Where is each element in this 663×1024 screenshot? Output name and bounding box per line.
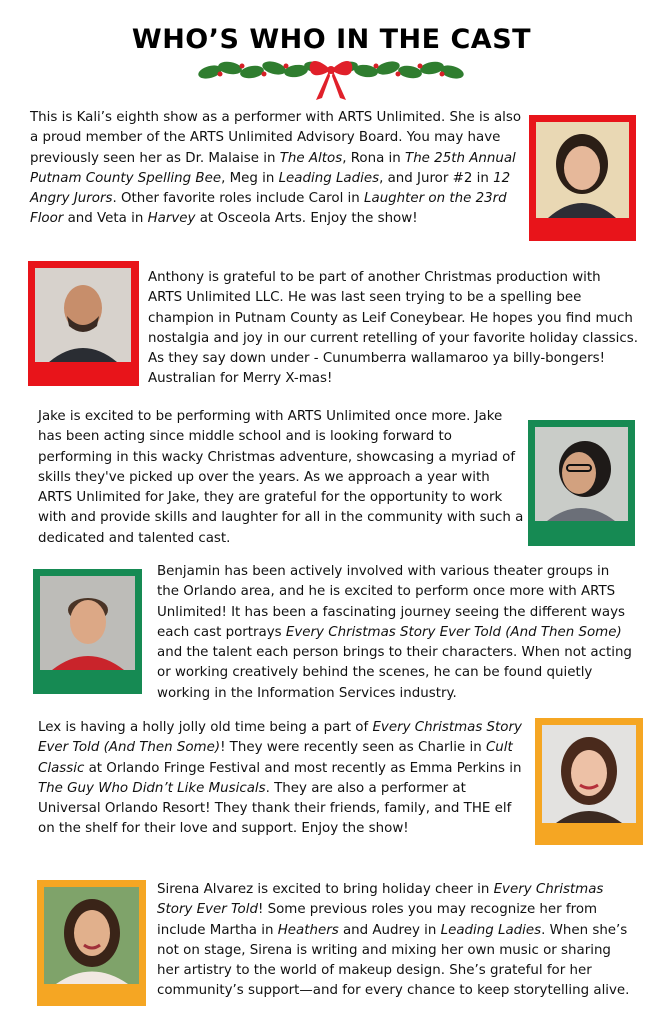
bio-text-segment: . Other favorite roles include Carol in: [112, 191, 365, 207]
headshot-photo: [44, 887, 139, 984]
headshot-photo: [35, 268, 131, 362]
bio-text: [157, 882, 629, 998]
show-title-text: Every Christmas Story Ever Told (And Then Some): [285, 624, 622, 640]
headshot-frame-benjamin: [33, 569, 142, 694]
cast-bio-jake: [38, 407, 528, 549]
bio-text-segment: at Osceola Arts. Enjoy the show!: [195, 211, 418, 227]
bio-text-segment: This is Kali’s eighth show as a performer with ARTS Unlimited. She is also a proud member of the ARTS Unlimited Advisory Board. You may have previously seen her as Dr. Malaise in: [30, 110, 522, 166]
headshot-photo: [535, 427, 628, 521]
bio-text-segment: Benjamin has been actively involved with various theater groups in the Orlando area, and he is excited to perform once more with ARTS Unlimited! It has been a fascinating journey seeing the different ways each cast portrays: [157, 564, 625, 640]
bio-text-segment: ! Some previous roles you may recognize her from include Martha in: [157, 902, 598, 938]
holly-leaves-right: [337, 59, 465, 81]
show-title-text: The Guy Who Didn’t Like Musicals: [38, 780, 266, 796]
show-title-text: Every Christmas Story Ever Told (And Then Some): [38, 720, 522, 756]
bio-text-segment: , Rona in: [342, 150, 406, 166]
bio-text: [38, 720, 522, 836]
bio-text: [30, 110, 521, 226]
headshot-photo: [536, 122, 629, 218]
show-title-text: Cult Classic: [38, 740, 513, 776]
bio-text-segment: . When she’s not on stage, Sirena is writing and mixing her own music or sharing her artistry to the world of makeup design. She’s grateful for her community’s support—and for every chance to keep storytelling alive.: [157, 922, 630, 999]
bio-text-segment: , and Juror #2 in: [379, 170, 494, 186]
bio-text-segment: and Audrey in: [338, 922, 441, 938]
page-title: WHO’S WHO IN THE CAST: [131, 24, 532, 55]
bio-text-segment: at Orlando Fringe Festival and most recently as Emma Perkins in: [84, 760, 522, 776]
bio-text-segment: , Meg in: [221, 170, 279, 186]
bio-text-segment: and Veta in: [63, 211, 148, 227]
show-title-text: Every Christmas Story Ever Told: [157, 882, 604, 918]
show-title-text: Leading Ladies: [440, 922, 542, 938]
bio-text-segment: Anthony is grateful to be part of another Christmas production with ARTS Unlimited LLC. He was last seen trying to be a spelling bee champion in Putnam County as Leif Coneybear. He hopes you find much nostalgia and joy in our current retelling of your favorite holiday classics. As they say down under - Cunumberra wallamaroo ya billy-bongers! Australian for Merry X-mas!: [148, 270, 638, 387]
bio-text-segment: . They are also a performer at Universal Orlando Resort! They thank their friends, family, and THE elf on the shelf for their love and support. Enjoy the show!: [38, 780, 512, 837]
bio-text-segment: Sirena Alvarez is excited to bring holiday cheer in: [157, 882, 494, 897]
bio-text: [38, 409, 523, 546]
headshot-frame-kali: [529, 115, 636, 241]
bio-text-segment: Jake is excited to be performing with ARTS Unlimited once more. Jake has been acting since middle school and is looking forward to performing in this wacky Christmas adventure, showcasing a myriad of skills they've picked up over the years. As we approach a year with ARTS Unlimited for Jake, they are grateful for the opportunity to work with and provide skills and laughter for all in the community with such a dedicated and talented cast.: [38, 409, 524, 546]
cast-bio-kali: [30, 108, 522, 230]
headshot-photo: [40, 576, 135, 670]
holly-garland-decoration: [196, 56, 466, 102]
bio-text-segment: and the talent each person brings to their characters. When not acting or working creatively behind the scenes, he can be found quietly working in the Information Services industry.: [157, 645, 632, 701]
cast-bio-benjamin: [157, 562, 635, 704]
show-title-text: Leading Ladies: [278, 170, 380, 186]
bio-text: [148, 270, 638, 386]
bio-text: [157, 564, 632, 701]
show-title-text: The 25th Annual Putnam County Spelling Bee: [30, 150, 516, 186]
show-title-text: 12 Angry Jurors: [30, 170, 511, 207]
holly-leaves-left: [197, 59, 325, 81]
headshot-frame-lex: [535, 718, 643, 845]
red-bow-icon: [310, 61, 353, 100]
show-title-text: Laughter on the 23rd Floor: [30, 191, 507, 227]
show-title-text: Heathers: [277, 922, 339, 938]
headshot-frame-jake: [528, 420, 635, 546]
headshot-photo: [542, 725, 636, 823]
bio-text-segment: Lex is having a holly jolly old time being a part of: [38, 720, 373, 735]
show-title-text: The Altos: [279, 150, 343, 166]
cast-bio-lex: [38, 718, 530, 840]
headshot-frame-anthony: [28, 261, 139, 386]
cast-bio-sirena: [157, 880, 637, 1002]
cast-bio-anthony: [148, 268, 638, 390]
bio-text-segment: ! They were recently seen as Charlie in: [220, 740, 486, 756]
show-title-text: Harvey: [147, 211, 196, 227]
headshot-frame-sirena: [37, 880, 146, 1006]
